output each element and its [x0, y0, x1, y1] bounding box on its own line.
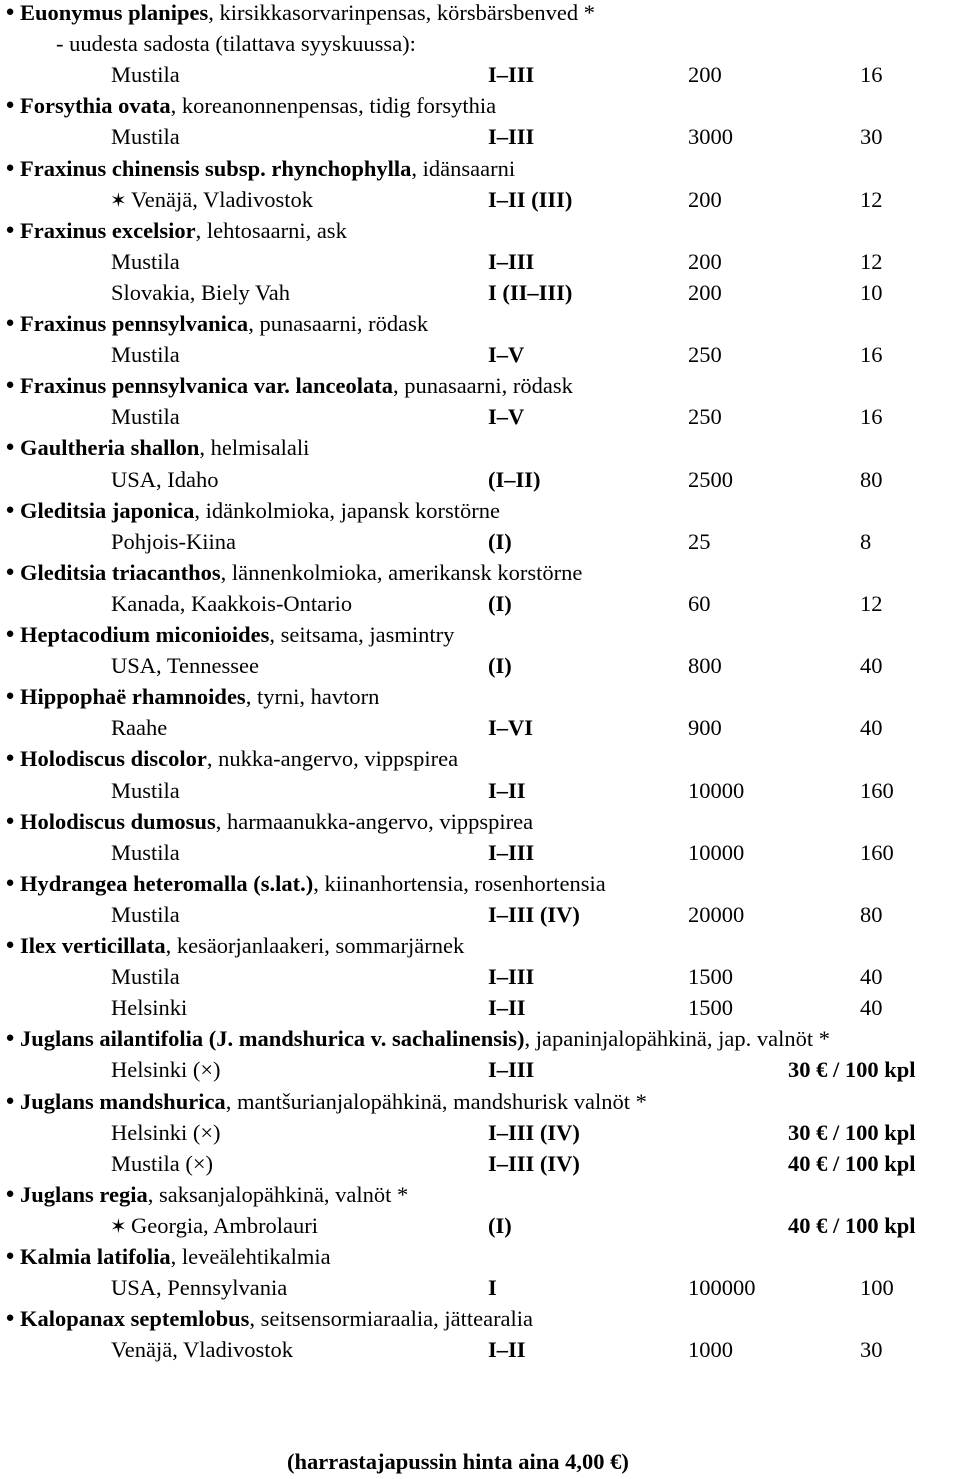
price: 100: [860, 1275, 894, 1301]
species-name-line: [20, 0, 595, 28]
provenance-label: Mustila: [111, 342, 180, 368]
provenance-label: Mustila: [111, 62, 180, 88]
seed-quantity: 3000: [688, 124, 733, 150]
provenance-row: [0, 712, 960, 743]
common-names: , punasaarni, rödask: [392, 373, 573, 399]
provenance-row: [0, 277, 960, 308]
common-names: , seitsama, jasmintry: [269, 622, 455, 647]
provenance-label: Venäjä, Vladivostok: [111, 1337, 294, 1363]
scientific-name: Gleditsia triacanthos: [20, 559, 221, 585]
provenance-row: [0, 588, 960, 619]
price: 16: [860, 404, 883, 430]
scientific-name: Heptacodium miconioides: [20, 622, 270, 647]
scientific-name: Gleditsia japonica: [20, 497, 195, 523]
provenance-row: [0, 1272, 960, 1303]
bullet-icon: ●: [5, 750, 15, 767]
hardiness-zone: (I): [488, 590, 512, 616]
package-price: 30 € / 100 kpl: [788, 1119, 916, 1145]
bullet-icon: ●: [5, 1185, 15, 1202]
scientific-name: Holodiscus dumosus: [20, 808, 216, 834]
provenance-row: [0, 1117, 960, 1148]
provenance-row: [0, 184, 960, 215]
provenance-cell: [111, 650, 259, 681]
provenance-row: [0, 1334, 960, 1365]
bullet-icon: ●: [5, 97, 15, 114]
bullet-icon: ●: [5, 221, 15, 238]
provenance-label: Mustila: [111, 901, 180, 927]
species-heading: [0, 743, 960, 774]
price: 8: [860, 528, 872, 554]
provenance-cell: [111, 899, 180, 930]
provenance-cell: [111, 775, 180, 806]
seed-quantity: 200: [688, 279, 722, 305]
bullet-icon: ●: [5, 159, 15, 176]
seed-quantity: 60: [688, 590, 711, 616]
species-heading: [0, 153, 960, 184]
species-heading: [0, 432, 960, 463]
bullet-icon: ●: [5, 1030, 15, 1047]
species-name-line: [20, 1023, 830, 1054]
hardiness-zone: (I): [488, 528, 512, 554]
scientific-name: Ilex verticillata: [20, 933, 166, 958]
provenance-cell: [111, 837, 180, 868]
provenance-label: Mustila: [111, 248, 180, 274]
scientific-name: Juglans mandshurica: [20, 1088, 226, 1114]
provenance-row: [0, 59, 960, 90]
seed-quantity: 1000: [688, 1337, 733, 1363]
bullet-icon: ●: [5, 688, 15, 705]
price: 40: [860, 964, 883, 990]
provenance-row: [0, 339, 960, 370]
bullet-icon: ●: [5, 812, 15, 829]
species-heading: [0, 930, 960, 961]
scientific-name: Euonymus planipes: [20, 0, 209, 25]
bullet-icon: ●: [5, 501, 15, 518]
common-names: , japaninjalopähkinä, jap. valnöt *: [524, 1026, 831, 1052]
species-name-line: [20, 308, 428, 339]
provenance-row: [0, 246, 960, 277]
provenance-label: USA, Tennessee: [111, 653, 259, 679]
species-name-line: [20, 557, 582, 588]
provenance-label: Helsinki: [111, 995, 188, 1021]
scientific-name: Holodiscus discolor: [20, 746, 207, 772]
hardiness-zone: I–III: [488, 62, 535, 88]
provenance-row: [0, 899, 960, 930]
seed-quantity: 250: [688, 404, 722, 430]
bullet-icon: ●: [5, 439, 15, 456]
wild-origin-star-icon: ✶: [110, 1215, 127, 1238]
species-name-line: [20, 90, 496, 121]
bullet-icon: ●: [5, 1248, 15, 1264]
common-names: , helmisalali: [199, 435, 310, 461]
bullet-icon: ●: [5, 4, 15, 20]
bullet-icon: ●: [5, 315, 15, 331]
provenance-cell: [111, 1334, 293, 1365]
price: 10: [860, 279, 883, 305]
provenance-cell: [111, 401, 180, 432]
provenance-cell: [111, 1210, 318, 1243]
scientific-name: Hippophaë rhamnoides: [20, 684, 246, 710]
provenance-cell: [111, 526, 236, 557]
species-heading: [0, 308, 960, 339]
price: 30: [860, 124, 883, 150]
species-name-line: [20, 1241, 331, 1272]
price: 40: [860, 653, 883, 679]
provenance-cell: [111, 184, 313, 217]
common-names: , lehtosaarni, ask: [195, 217, 347, 243]
species-name-line: [20, 1086, 647, 1117]
seed-quantity: 1500: [688, 964, 733, 990]
seed-quantity: 10000: [688, 839, 745, 865]
provenance-label: Georgia, Ambrolauri: [131, 1212, 319, 1238]
seed-quantity: 200: [688, 186, 722, 212]
hardiness-zone: I–V: [488, 404, 525, 430]
provenance-cell: [111, 277, 290, 308]
common-names: , harmaanukka-angervo, vippspirea: [215, 808, 534, 834]
price: 30: [860, 1337, 883, 1363]
species-heading: [0, 868, 960, 899]
seed-quantity: 1500: [688, 995, 733, 1021]
provenance-cell: [111, 464, 219, 495]
hardiness-zone: I–III (IV): [488, 1150, 580, 1176]
provenance-label: Mustila: [111, 777, 180, 803]
provenance-row: [0, 961, 960, 992]
species-name-line: [20, 495, 500, 526]
hardiness-zone: I–II: [488, 777, 526, 803]
provenance-label: Mustila: [111, 404, 180, 430]
species-heading: [0, 1303, 960, 1334]
provenance-cell: [111, 246, 180, 277]
package-price: 40 € / 100 kpl: [788, 1212, 916, 1238]
hardiness-zone: I–III: [488, 1057, 535, 1083]
provenance-cell: [111, 712, 167, 743]
provenance-cell: [111, 1054, 221, 1085]
hardiness-zone: (I): [488, 1212, 512, 1238]
hardiness-zone: I–V: [488, 342, 525, 368]
hobby-packet-price-note: (harrastajapussin hinta aina 4,00 €): [287, 1449, 629, 1474]
hardiness-zone: (I): [488, 653, 512, 679]
species-name-line: [20, 806, 533, 837]
common-names: , kirsikkasorvarinpensas, körsbärsbenved *: [208, 0, 596, 25]
species-name-line: [20, 370, 573, 401]
provenance-row: [0, 1054, 960, 1085]
seed-quantity: 200: [688, 62, 722, 88]
species-name-line: [20, 743, 458, 774]
species-heading: [0, 619, 960, 650]
provenance-cell: [111, 1148, 213, 1179]
common-names: , idänkolmioka, japansk korstörne: [194, 497, 500, 523]
common-names: , punasaarni, rödask: [248, 311, 429, 336]
common-names: , mantšurianjalopähkinä, mandshurisk valnöt *: [225, 1088, 647, 1114]
bullet-icon: ●: [5, 1310, 15, 1327]
hardiness-zone: I–III (IV): [488, 901, 580, 927]
provenance-row: [0, 992, 960, 1023]
species-heading: [0, 1179, 960, 1210]
price: 80: [860, 466, 883, 492]
provenance-label: Slovakia, Biely Vah: [111, 279, 290, 305]
provenance-label: Helsinki (×): [111, 1057, 221, 1083]
hardiness-zone: I–II (III): [488, 186, 573, 212]
common-names: , seitsensormiaraalia, jättearalia: [249, 1306, 534, 1332]
bullet-icon: ●: [5, 626, 15, 642]
hardiness-zone: I–II: [488, 1337, 526, 1363]
provenance-label: USA, Pennsylvania: [111, 1275, 288, 1301]
common-names: , lännenkolmioka, amerikansk korstörne: [220, 559, 583, 585]
species-heading: [0, 90, 960, 121]
hardiness-zone: I (II–III): [488, 279, 573, 305]
provenance-label: USA, Idaho: [111, 466, 219, 492]
species-name-line: [20, 432, 309, 463]
price: 80: [860, 901, 883, 927]
common-names: , idänsaarni: [411, 155, 516, 181]
provenance-cell: [111, 1272, 287, 1303]
bullet-icon: ●: [5, 563, 15, 580]
price: 160: [860, 777, 894, 803]
hardiness-zone: (I–II): [488, 466, 541, 492]
scientific-name: Juglans ailantifolia (J. mandshurica v. sachalinensis): [20, 1026, 525, 1052]
provenance-label: Helsinki (×): [111, 1119, 221, 1145]
scientific-name: Hydrangea heteromalla (s.lat.): [20, 870, 314, 896]
seed-quantity: 900: [688, 715, 722, 741]
provenance-row: [0, 401, 960, 432]
bullet-icon: ●: [5, 377, 15, 394]
provenance-cell: [111, 339, 180, 370]
hardiness-zone: I–III (IV): [488, 1119, 580, 1145]
seed-quantity: 100000: [688, 1275, 756, 1301]
common-names: , saksanjalopähkinä, valnöt *: [147, 1181, 409, 1207]
hardiness-zone: I–III: [488, 124, 535, 150]
provenance-cell: [111, 992, 187, 1023]
provenance-row: [0, 1148, 960, 1179]
seed-quantity: 25: [688, 528, 711, 554]
species-heading: [0, 681, 960, 712]
seed-quantity: 200: [688, 248, 722, 274]
hardiness-zone: I–III: [488, 248, 535, 274]
provenance-row: [0, 650, 960, 681]
price: 160: [860, 839, 894, 865]
provenance-row: [0, 464, 960, 495]
species-heading: [0, 370, 960, 401]
wild-origin-star-icon: ✶: [110, 189, 127, 212]
provenance-label: Mustila (×): [111, 1150, 214, 1176]
common-names: , leveälehtikalmia: [170, 1244, 331, 1269]
scientific-name: Gaultheria shallon: [20, 435, 200, 461]
scientific-name: Fraxinus pennsylvanica: [20, 311, 249, 336]
seed-quantity: 800: [688, 653, 722, 679]
common-names: , kiinanhortensia, rosenhortensia: [313, 870, 606, 896]
provenance-cell: [111, 121, 180, 152]
species-heading: [0, 557, 960, 588]
species-heading: [0, 1241, 960, 1272]
package-price: 30 € / 100 kpl: [788, 1057, 916, 1083]
scientific-name: Kalopanax septemlobus: [20, 1306, 250, 1332]
provenance-label: Mustila: [111, 839, 180, 865]
scientific-name: Juglans regia: [20, 1181, 148, 1207]
hardiness-zone: I–VI: [488, 715, 534, 741]
species-name-line: [20, 681, 379, 712]
common-names: , koreanonnenpensas, tidig forsythia: [170, 93, 497, 119]
species-name-line: [20, 153, 515, 184]
species-subnote: [0, 28, 960, 59]
provenance-label: Raahe: [111, 715, 168, 741]
scientific-name: Fraxinus chinensis subsp. rhynchophylla: [20, 155, 412, 181]
provenance-row: [0, 526, 960, 557]
seed-quantity: 10000: [688, 777, 745, 803]
common-names: , tyrni, havtorn: [245, 684, 380, 710]
seed-quantity: 20000: [688, 901, 745, 927]
seed-quantity: 2500: [688, 466, 733, 492]
bullet-icon: ●: [5, 874, 15, 891]
scientific-name: Forsythia ovata: [20, 93, 171, 119]
species-name-line: [20, 619, 454, 650]
provenance-label: Mustila: [111, 124, 180, 150]
provenance-label: Venäjä, Vladivostok: [131, 186, 314, 212]
provenance-row: [0, 121, 960, 152]
price: 16: [860, 62, 883, 88]
species-heading: [0, 495, 960, 526]
provenance-row: [0, 775, 960, 806]
price: 12: [860, 590, 883, 616]
species-name-line: [20, 1303, 533, 1334]
price: 12: [860, 248, 883, 274]
species-name-line: [20, 1179, 408, 1210]
package-price: 40 € / 100 kpl: [788, 1150, 916, 1176]
price: 16: [860, 342, 883, 368]
species-heading: [0, 0, 960, 28]
price: 12: [860, 186, 883, 212]
common-names: , kesäorjanlaakeri, sommarjärnek: [165, 933, 465, 958]
seed-quantity: 250: [688, 342, 722, 368]
provenance-cell: [111, 1117, 221, 1148]
species-heading: [0, 1023, 960, 1054]
bullet-icon: ●: [5, 937, 15, 953]
provenance-cell: [111, 588, 352, 619]
provenance-row: [0, 1210, 960, 1241]
species-heading: [0, 806, 960, 837]
species-heading: [0, 215, 960, 246]
hardiness-zone: I–II: [488, 995, 526, 1021]
provenance-label: Mustila: [111, 964, 180, 990]
provenance-row: [0, 837, 960, 868]
subnote-text: - uudesta sadosta (tilattava syyskuussa):: [56, 31, 416, 57]
species-name-line: [20, 930, 464, 961]
scientific-name: Fraxinus pennsylvanica var. lanceolata: [20, 373, 393, 399]
provenance-label: Pohjois-Kiina: [111, 528, 237, 554]
hardiness-zone: I: [488, 1275, 497, 1301]
bullet-icon: ●: [5, 1092, 15, 1109]
species-name-line: [20, 215, 347, 246]
common-names: , nukka-angervo, vippspirea: [206, 746, 459, 772]
species-name-line: [20, 868, 606, 899]
species-heading: [0, 1086, 960, 1117]
provenance-label: Kanada, Kaakkois-Ontario: [111, 590, 353, 616]
price: 40: [860, 715, 883, 741]
scientific-name: Fraxinus excelsior: [20, 217, 196, 243]
scientific-name: Kalmia latifolia: [20, 1244, 171, 1269]
hardiness-zone: I–III: [488, 964, 535, 990]
hardiness-zone: I–III: [488, 839, 535, 865]
provenance-cell: [111, 59, 180, 90]
price: 40: [860, 995, 883, 1021]
provenance-cell: [111, 961, 180, 992]
